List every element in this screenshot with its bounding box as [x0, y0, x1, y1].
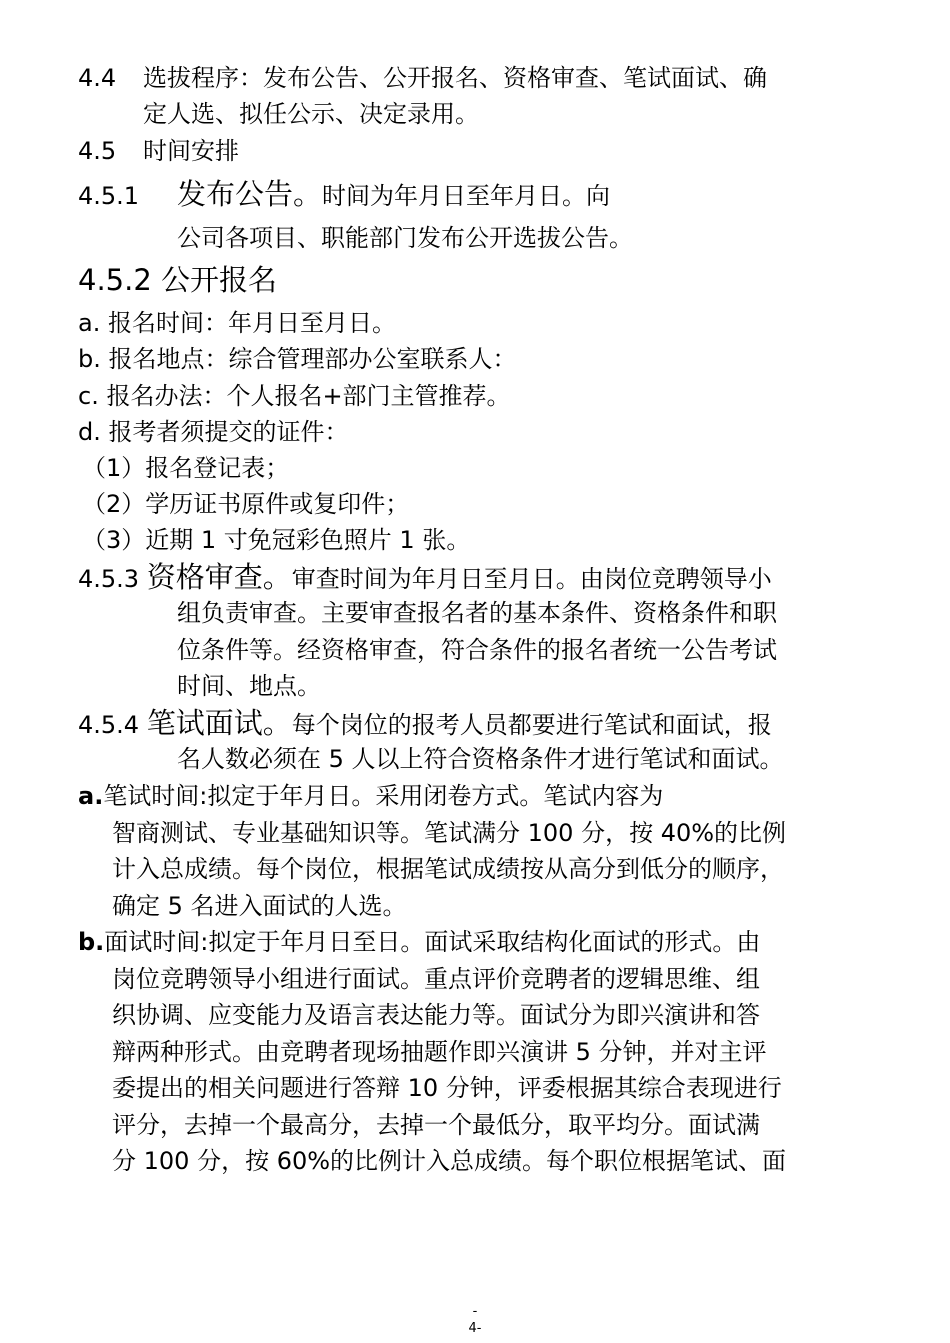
interview-line: 委提出的相关问题进行答辩 10 分钟，评委根据其综合表现进行 [112, 1074, 782, 1102]
section-4-5-1-text: 时间为年月日至年月日。向 [322, 182, 611, 210]
section-4-5-title: 时间安排 [143, 137, 239, 165]
interview-line: 分 100 分，按 60%的比例计入总成绩。每个职位根据笔试、面 [112, 1147, 787, 1175]
section-4-5-3-text: 审查时间为年月日至月日。由岗位竞聘领导小 [291, 565, 772, 593]
section-4-5-3-line: 位条件等。经资格审查，符合条件的报名者统一公告考试 [177, 636, 777, 664]
interview-label: b. [78, 928, 105, 956]
section-4-5-4-number: 4.5.4 [78, 711, 140, 739]
section-4-5-3-line-1 [78, 559, 772, 597]
interview-line: 评分，去掉一个最高分，去掉一个最低分，取平均分。面试满 [112, 1111, 760, 1139]
registration-item: d. 报考者须提交的证件： [78, 418, 349, 446]
section-4-5-1-line-2: 公司各项目、职能部门发布公开选拔公告。 [177, 224, 633, 252]
registration-item: b. 报名地点：综合管理部办公室联系人： [78, 345, 517, 373]
section-4-5-4-line-2: 名人数必须在 5 人以上符合资格条件才进行笔试和面试。 [177, 745, 784, 773]
page-number: 4- [468, 1321, 482, 1336]
written-exam-line-1 [78, 778, 663, 814]
section-4-4-number: 4.4 [78, 64, 117, 92]
interview-line-1 [78, 924, 760, 960]
section-4-5-3-number: 4.5.3 [78, 565, 140, 593]
section-4-5-3-line: 组负责审查。主要审查报名者的基本条件、资格条件和职 [177, 599, 777, 627]
section-4-5-3-line: 时间、地点。 [177, 672, 321, 700]
registration-item: c. 报名办法：个人报名+部门主管推荐。 [78, 382, 511, 410]
section-4-5-3-heading: 资格审查。 [146, 560, 292, 594]
section-4-5-1-number: 4.5.1 [78, 182, 140, 210]
interview-line: 织协调、应变能力及语言表达能力等。面试分为即兴演讲和答 [112, 1001, 760, 1029]
written-exam-line: 确定 5 名进入面试的人选。 [112, 892, 407, 920]
required-document-item: （1）报名登记表； [82, 454, 290, 482]
section-4-5-4-line-1 [78, 705, 772, 743]
section-4-4-line-1: 选拔程序：发布公告、公开报名、资格审查、笔试面试、确 [143, 64, 767, 92]
page-number-dash: - [472, 1304, 478, 1319]
written-exam-label: a. [78, 782, 104, 810]
required-document-item: （2）学历证书原件或复印件； [82, 490, 410, 518]
section-4-5-2-heading: 4.5.2 公开报名 [78, 263, 278, 297]
registration-item: a. 报名时间：年月日至月日。 [78, 309, 396, 337]
interview-text: 面试时间:拟定于年月日至日。面试采取结构化面试的形式。由 [104, 928, 761, 956]
written-exam-text: 笔试时间:拟定于年月日。采用闭卷方式。笔试内容为 [103, 782, 664, 810]
section-4-5-4-text: 每个岗位的报考人员都要进行笔试和面试，报 [291, 711, 772, 739]
interview-line: 辩两种形式。由竞聘者现场抽题作即兴演讲 5 分钟，并对主评 [112, 1038, 767, 1066]
section-4-5-4-heading: 笔试面试。 [146, 706, 292, 740]
section-4-5-1-heading: 发布公告。 [177, 177, 323, 211]
section-4-5-number: 4.5 [78, 137, 117, 165]
section-4-4-line-2: 定人选、拟任公示、决定录用。 [143, 100, 479, 128]
written-exam-line: 智商测试、专业基础知识等。笔试满分 100 分，按 40%的比例 [112, 819, 787, 847]
required-document-item: （3）近期 1 寸免冠彩色照片 1 张。 [82, 526, 471, 554]
section-4-5-1-line-1 [177, 176, 610, 214]
interview-line: 岗位竞聘领导小组进行面试。重点评价竞聘者的逻辑思维、组 [112, 965, 760, 993]
written-exam-line: 计入总成绩。每个岗位，根据笔试成绩按从高分到低分的顺序， [112, 855, 784, 883]
